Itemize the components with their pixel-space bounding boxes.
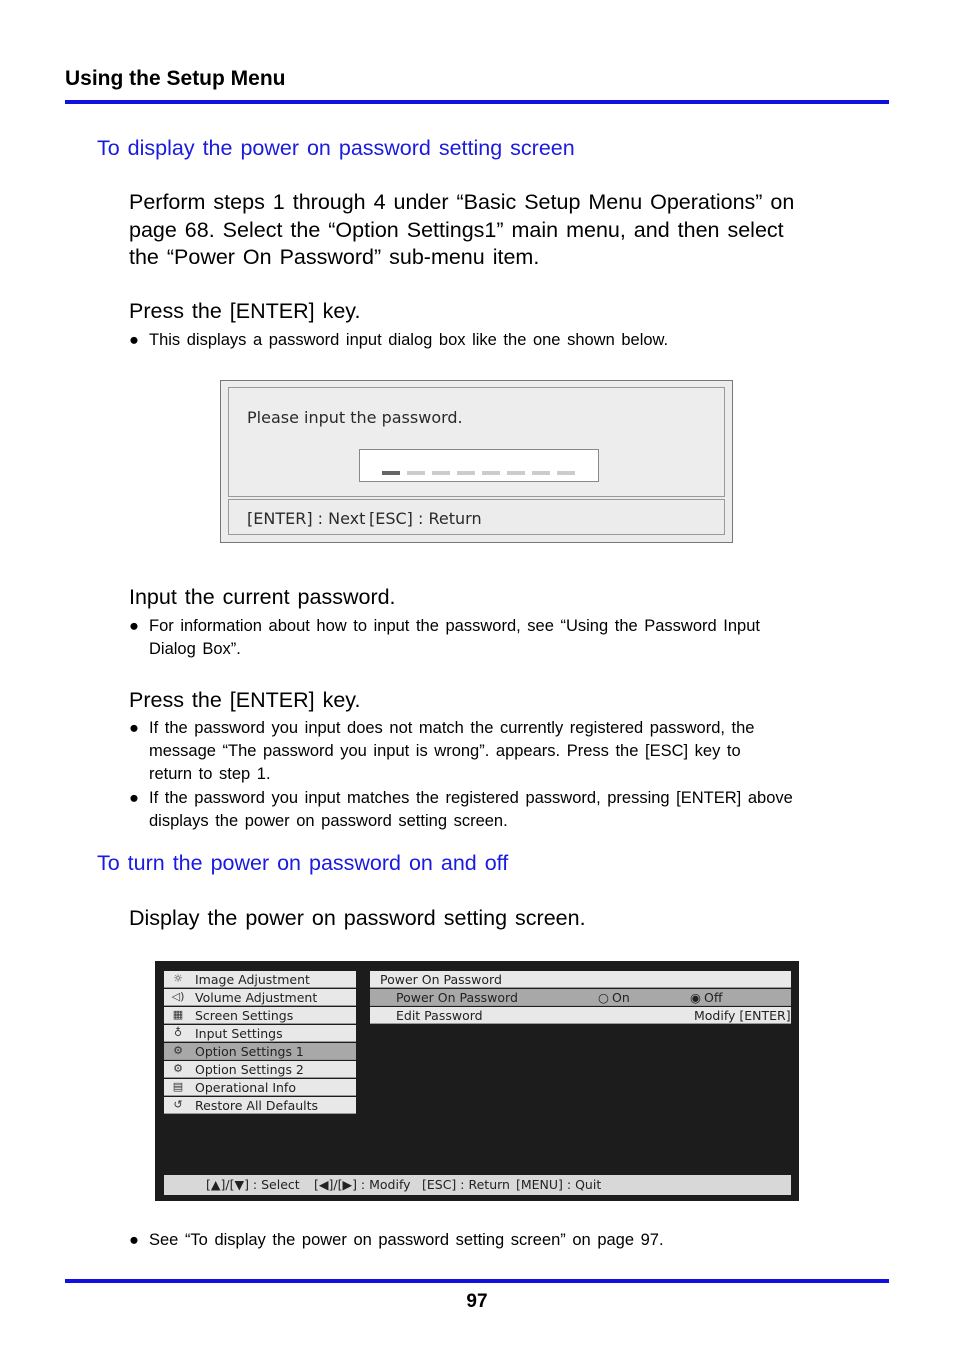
bullet-text: See “To display the power on password setting screen” on page 97. xyxy=(149,1231,664,1249)
bullet-dot: ● xyxy=(129,331,139,349)
main-menu-item[interactable] xyxy=(164,1025,356,1042)
image-adjustment-icon: ☼ xyxy=(173,972,183,985)
bullet-line: For information about how to input the password, see “Using the Password Input xyxy=(149,617,760,635)
header-rule xyxy=(65,100,889,104)
off-option-label: Off xyxy=(704,990,723,1005)
dialog-message: Please input the password. xyxy=(247,408,463,427)
main-menu-item[interactable] xyxy=(164,1061,356,1078)
step-1-line: the “Power On Password” sub-menu item. xyxy=(129,245,540,269)
bullet-dot: ● xyxy=(129,1231,139,1249)
footer-rule xyxy=(65,1279,889,1283)
bullet-line: If the password you input does not match the currently registered password, the xyxy=(149,719,755,737)
input-icon: ♁ xyxy=(173,1026,183,1039)
bullet-line: return to step 1. xyxy=(149,765,271,783)
bullet-line: message “The password you input is wrong”. appears. Press the [ESC] key to xyxy=(149,742,741,760)
main-menu-item[interactable] xyxy=(164,989,356,1006)
step-1-text xyxy=(129,189,794,272)
password-input-dialog xyxy=(220,380,733,543)
power-on-password-label: Power On Password xyxy=(396,990,518,1005)
password-digit-slot xyxy=(432,471,450,475)
password-digit-slot xyxy=(407,471,425,475)
section-2-bullet xyxy=(129,1229,664,1252)
password-digit-slot xyxy=(507,471,525,475)
page-header-title: Using the Setup Menu xyxy=(65,67,286,90)
main-menu-item-label: Image Adjustment xyxy=(195,972,310,987)
main-menu-item-label: Input Settings xyxy=(195,1026,283,1041)
main-menu-item[interactable] xyxy=(164,1043,356,1060)
option-settings-icon: ⚙ xyxy=(173,1044,183,1057)
password-digit-slot xyxy=(382,471,400,475)
on-radio-icon[interactable]: ○ xyxy=(598,990,609,1005)
main-menu-item-label: Restore All Defaults xyxy=(195,1098,319,1113)
menu-status-bar xyxy=(164,1175,791,1195)
password-digit-slot xyxy=(557,471,575,475)
section-title-turn-password: To turn the power on password on and off xyxy=(97,851,509,875)
on-option-label: On xyxy=(612,990,630,1005)
page-number: 97 xyxy=(466,1291,488,1312)
main-menu-item-label: Option Settings 2 xyxy=(195,1062,304,1077)
bullet-line: displays the power on password setting screen. xyxy=(149,812,508,830)
main-menu-item[interactable] xyxy=(164,1097,356,1114)
main-menu-item-label: Option Settings 1 xyxy=(195,1044,304,1059)
edit-password-row[interactable] xyxy=(370,1007,791,1024)
main-menu-item[interactable] xyxy=(164,971,356,988)
password-input-field[interactable] xyxy=(359,449,599,482)
step-1-line: Perform steps 1 through 4 under “Basic Setup Menu Operations” on xyxy=(129,190,795,214)
password-digit-slot xyxy=(482,471,500,475)
step-4-bullet xyxy=(129,717,754,786)
screen-icon: ▦ xyxy=(172,1008,184,1021)
main-menu-item[interactable] xyxy=(164,1007,356,1024)
dialog-footer xyxy=(228,499,725,535)
bullet-dot: ● xyxy=(129,719,139,737)
speaker-icon: ◁) xyxy=(171,990,185,1003)
step-1-line: page 68. Select the “Option Settings1” main menu, and then select xyxy=(129,217,784,242)
main-menu-item-label: Screen Settings xyxy=(195,1008,294,1023)
main-menu-item-label: Operational Info xyxy=(195,1080,296,1095)
quit-hint: [MENU] : Quit xyxy=(516,1177,602,1192)
step-4-bullet xyxy=(129,787,793,833)
step-3-text: Input the current password. xyxy=(129,585,396,609)
modify-hint: [◀]/[▶] : Modify xyxy=(314,1177,411,1192)
setup-menu-screen xyxy=(155,961,799,1201)
bullet-line: If the password you input matches the registered password, pressing [ENTER] above xyxy=(149,789,793,807)
edit-password-label: Edit Password xyxy=(396,1008,483,1023)
step-3-bullet xyxy=(129,615,760,661)
info-icon: ▤ xyxy=(172,1080,184,1093)
restore-icon: ↺ xyxy=(173,1098,183,1111)
option-settings-icon: ⚙ xyxy=(173,1062,183,1075)
bullet-dot: ● xyxy=(129,789,139,807)
bullet-dot: ● xyxy=(129,617,139,635)
power-on-password-row[interactable] xyxy=(370,989,791,1006)
step-4-text: Press the [ENTER] key. xyxy=(129,688,361,712)
return-hint: [ESC] : Return xyxy=(422,1177,510,1192)
off-radio-selected-icon[interactable]: ◉ xyxy=(690,990,701,1005)
modify-enter-hint: Modify [ENTER] xyxy=(694,1008,791,1023)
main-menu-item[interactable] xyxy=(164,1079,356,1096)
dialog-body xyxy=(228,387,725,497)
password-digit-slot xyxy=(532,471,550,475)
section-2-step-1-text: Display the power on password setting screen. xyxy=(129,906,586,930)
bullet-line: Dialog Box”. xyxy=(149,640,241,658)
step-2-bullet xyxy=(129,329,668,352)
esc-return-hint: [ESC] : Return xyxy=(369,509,482,528)
section-title-display-password: To display the power on password setting screen xyxy=(97,136,575,160)
select-hint: [▲]/[▼] : Select xyxy=(206,1177,300,1192)
step-2-text: Press the [ENTER] key. xyxy=(129,299,361,323)
bullet-text: This displays a password input dialog box like the one shown below. xyxy=(149,331,669,349)
password-digit-slot xyxy=(457,471,475,475)
submenu-title: Power On Password xyxy=(380,972,502,987)
main-menu-item-label: Volume Adjustment xyxy=(195,990,318,1005)
submenu-title-bar xyxy=(370,971,791,988)
enter-next-hint: [ENTER] : Next xyxy=(247,509,366,528)
